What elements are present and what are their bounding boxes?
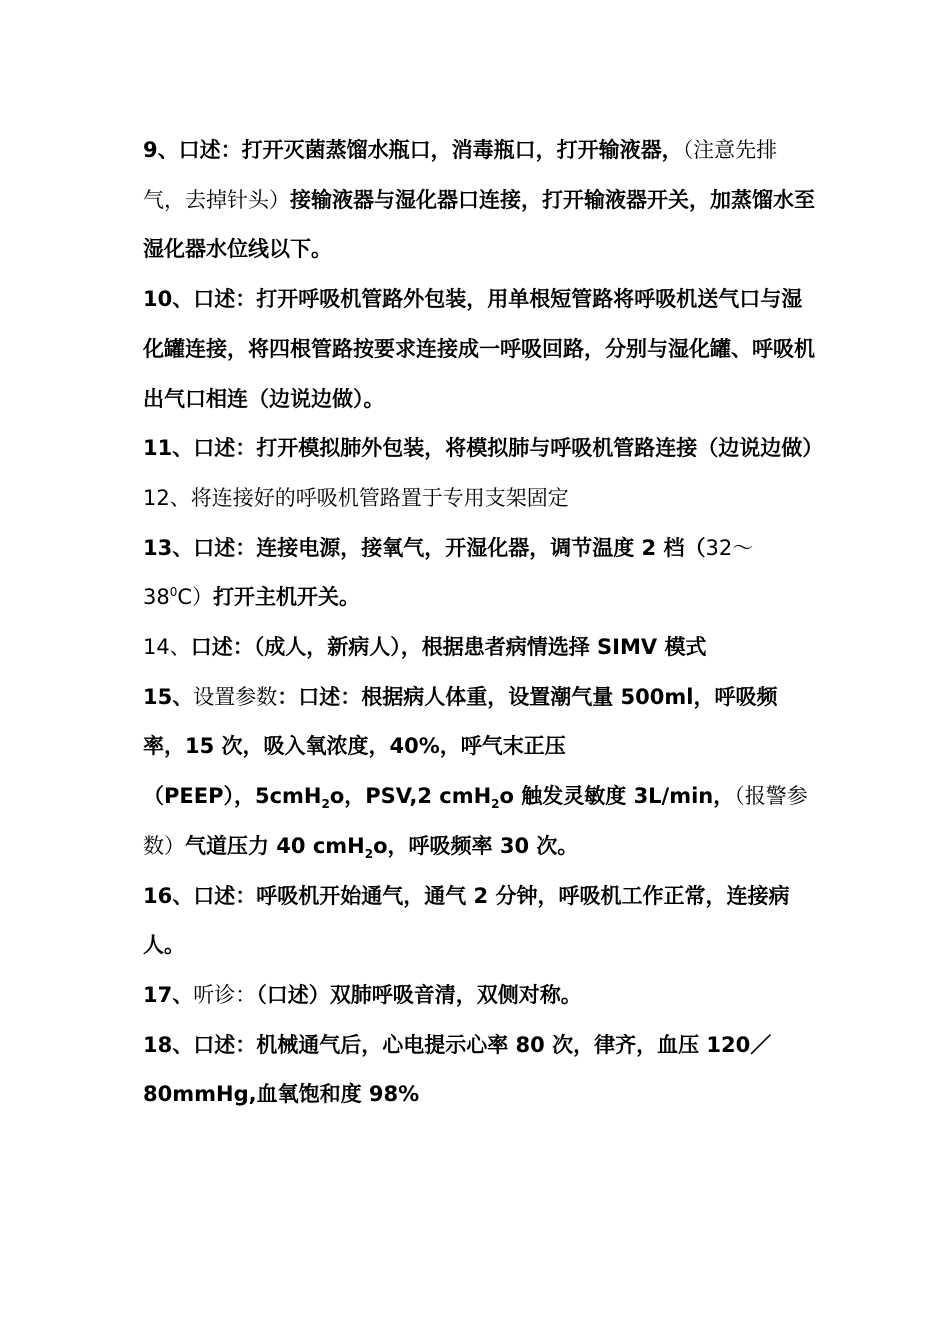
step-17-number: 17、	[143, 982, 194, 1007]
step-13-text-cont: 打开主机开关。	[213, 585, 361, 610]
step-16	[143, 872, 815, 971]
step-15	[143, 673, 815, 772]
step-10-text: 10、口述：打开呼吸机管路外包装，用单根短管路将呼吸机送气口与湿化罐连接，将四根管路按要求连接成一呼吸回路，分别与湿化罐、呼吸机出气口相连（边说边做）。	[143, 287, 815, 411]
step-9	[143, 126, 815, 275]
airway-pressure-sub: 2	[364, 847, 374, 862]
step-17-text: （口述）双肺呼吸音清，双侧对称。	[256, 982, 582, 1007]
step-12	[143, 474, 815, 524]
step-15-heading: 设置参数	[193, 684, 278, 709]
step-13-degree: 0	[169, 585, 178, 600]
document-body	[143, 126, 824, 1120]
step-13-temp: 32～38	[143, 535, 754, 610]
step-17-heading: 听诊：	[193, 982, 257, 1007]
psv-text: o，PSV,2 cmH	[329, 784, 492, 809]
resp-rate-alarm-text: o，呼吸频率 30 次。	[373, 833, 579, 858]
step-18-text: 18、口述：机械通气后，心电提示心率 80 次，律齐，血压 120／80mmHg,血氧饱和度 98%	[143, 1032, 772, 1107]
step-14-number: 14、	[143, 635, 191, 660]
step-15-params	[143, 772, 815, 871]
step-18	[143, 1021, 815, 1120]
step-15-text: ：口述：根据病人体重，设置潮气量 500ml，呼吸频率，15 次，吸入氧浓度，40%，呼气末正压	[143, 684, 778, 759]
step-12-text: 12、将连接好的呼吸机管路置于专用支架固定	[143, 485, 569, 510]
step-14	[143, 623, 815, 673]
alarm-params-label: （报警参数）	[143, 784, 808, 858]
step-13	[143, 524, 815, 623]
step-17	[143, 971, 815, 1021]
step-13-unit: C）	[177, 585, 214, 610]
psv-sub: 2	[491, 797, 500, 812]
step-11	[143, 424, 824, 474]
airway-pressure-text: 气道压力 40 cmH	[185, 833, 365, 858]
step-9-text: 9、口述：打开灭菌蒸馏水瓶口，消毒瓶口，打开输液器，	[143, 138, 683, 162]
peep-text: （PEEP），5cmH	[143, 784, 322, 809]
step-11-text: 11、口述：打开模拟肺外包装，将模拟肺与呼吸机管路连接（边说边做）	[143, 436, 824, 461]
step-14-text: 口述：（成人，新病人），根据患者病情选择 SIMV 模式	[190, 635, 707, 660]
peep-sub: 2	[321, 797, 330, 812]
step-9-text-cont: 接输液器与湿化器口连接，打开输液器开关，加蒸馏水至湿化器水位线以下。	[143, 187, 815, 262]
step-9-note: （注意先排气，去掉针头）	[143, 138, 778, 212]
step-15-number: 15、	[143, 684, 194, 709]
step-16-text: 16、口述：呼吸机开始通气，通气 2 分钟，呼吸机工作正常，连接病人。	[143, 883, 790, 958]
trigger-text: o 触发灵敏度 3L/min，	[499, 784, 735, 809]
step-13-text: 13、口述：连接电源，接氧气，开湿化器，调节温度 2 档（	[143, 535, 706, 560]
step-10	[143, 275, 815, 424]
